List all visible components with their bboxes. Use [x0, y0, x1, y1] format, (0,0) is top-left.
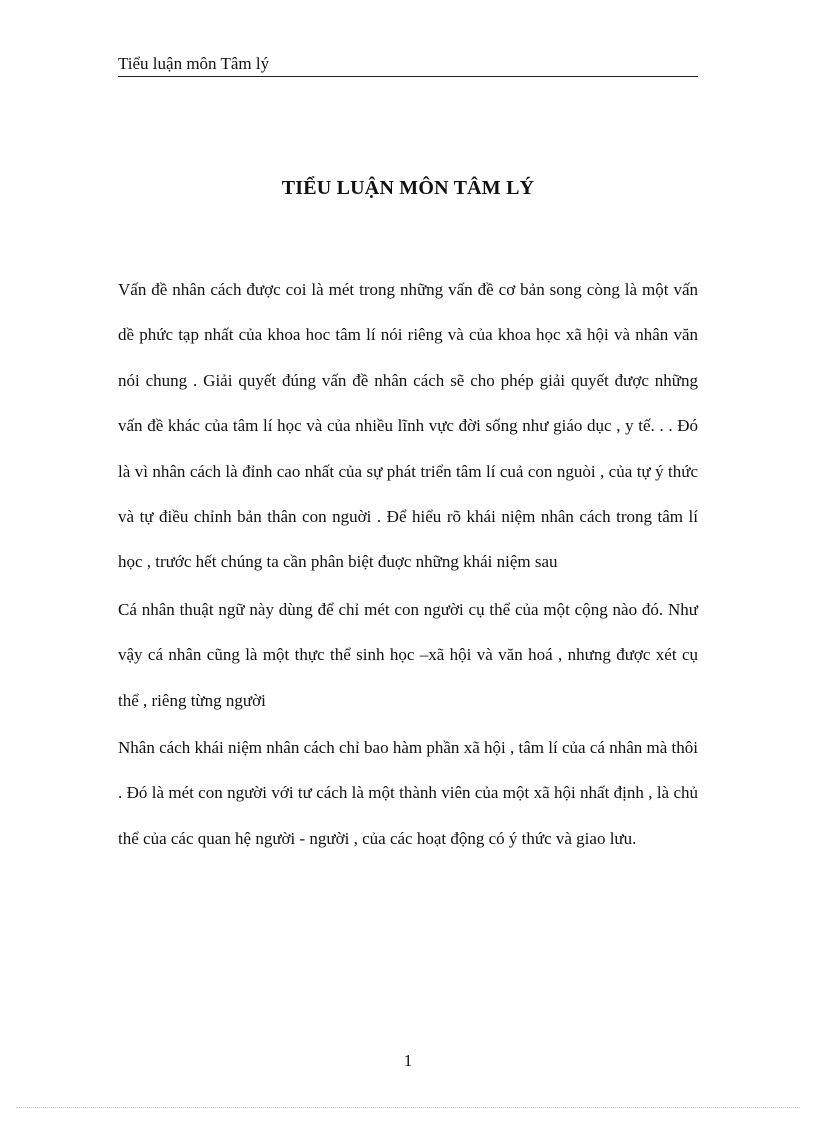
- page-header: [118, 52, 698, 77]
- header-text: Tiểu luận môn Tâm lý: [118, 54, 270, 73]
- document-body: [118, 267, 698, 861]
- document-title: TIỂU LUẬN MÔN TÂM LÝ: [281, 177, 535, 199]
- paragraph-personality-definition: Nhân cách khái niệm nhân cách chỉ bao hàm phần xã hội , tâm lí của cá nhân mà thôi . Đó là mét con người với tư cách là một thành viên của một xã hội nhất định , là chủ thể của các quan hệ người - người , của các hoạt động có ý thức và giao lưu.: [118, 738, 698, 848]
- paragraph-individual: Cá nhân thuật ngữ này dùng để chỉ mét con người cụ thể của một cộng nào đó. Như vậy cá nhân cũng là một thực thể sinh học –xã hội và văn hoá , nhưng được xét cụ thể , riêng từng người: [118, 599, 698, 710]
- page-bottom-divider: [16, 1107, 800, 1108]
- paragraph-personality-intro: Vấn đề nhân cách được coi là mét trong những vấn đề cơ bản song còng là một vấn dề phức tạp nhất của khoa hoc tâm lí nói riêng và của khoa học xã hội và nhân văn nói chung . Giải quyết đúng vấn đề nhân cách sẽ cho phép giải quyết được những vấn đề khác của tâm lí học và của nhiều lĩnh vực đời sống như giáo dục , y tế. . . Đó là vì nhân cách là đỉnh cao nhất của sự phát triển tâm lí cuả con nguòi , của tự ý thức và tự điều chỉnh bản thân con nguời . Để hiểu rõ khái niệm nhân cách trong tâm lí học , trước hết chúng ta cần phân biệt đuợc những khái niệm sau: [118, 280, 698, 572]
- page-number: 1: [403, 1051, 413, 1070]
